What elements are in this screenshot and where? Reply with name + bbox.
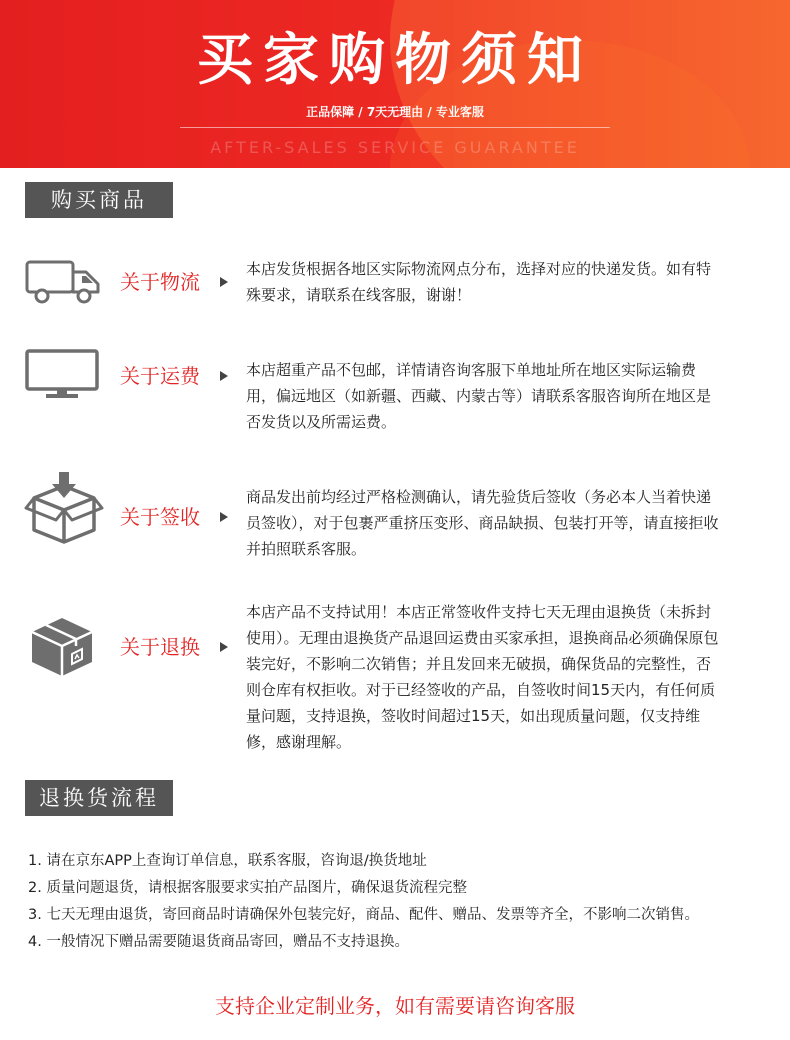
- arrow-right-icon: [220, 371, 228, 381]
- arrow-right-icon: [220, 512, 228, 522]
- section-title-buy: 购买商品: [25, 182, 173, 218]
- item-description: 本店发货根据各地区实际物流网点分布，选择对应的快递发货。如有特殊要求，请联系在线客服，谢谢！: [246, 260, 712, 304]
- banner-subtitle: 正品保障 / 7天无理由 / 专业客服: [306, 105, 484, 119]
- item-label: 关于物流: [120, 270, 200, 294]
- box-download-icon: [24, 472, 104, 544]
- item-label: 关于运费: [120, 364, 200, 388]
- return-steps-list: [28, 848, 768, 956]
- footer-note: 支持企业定制业务，如有需要请咨询客服: [215, 994, 575, 1018]
- banner-watermark: AFTER-SALES SERVICE GUARANTEE: [210, 138, 580, 157]
- list-item: 2. 质量问题退货，请根据客服要求实拍产品图片，确保退货流程完整: [28, 880, 467, 896]
- list-item: 3. 七天无理由退货，寄回商品时请确保外包装完好，商品、配件、赠品、发票等齐全，不影响二次销售。: [28, 907, 699, 923]
- item-description: 商品发出前均经过严格检测确认，请先验货后签收（务必本人当着快递员签收），对于包裹严重挤压变形、商品缺损、包装打开等，请直接拒收并拍照联系客服。: [246, 488, 719, 558]
- section-title-return: 退换货流程: [25, 780, 173, 816]
- item-label: 关于签收: [120, 505, 200, 529]
- header-banner: [0, 0, 790, 168]
- item-description: 本店超重产品不包邮，详情请咨询客服下单地址所在地区实际运输费用，偏远地区（如新疆、西藏、内蒙古等）请联系客服咨询所在地区是否发货以及所需运费。: [246, 361, 712, 431]
- list-item: 4. 一般情况下赠品需要随退货商品寄回，赠品不支持退换。: [28, 934, 409, 950]
- truck-icon: [24, 258, 102, 306]
- package-icon: [24, 610, 100, 680]
- arrow-right-icon: [220, 277, 228, 287]
- divider: [180, 127, 610, 128]
- item-description: 本店产品不支持试用！本店正常签收件支持七天无理由退换货（未拆封使用）。无理由退换货产品退回运费由买家承担，退换商品必须确保原包装完好，不影响二次销售；并且发回来无破损，确保货品的完整性，否则仓库有权拒收。对于已经签收的产品，自签收时间15天内，有任何质量问题，支持退换，签收时间超过15天，如出现质量问题，仅支持维修，感谢理解。: [246, 603, 719, 751]
- page-title: 买家购物须知: [197, 28, 593, 93]
- monitor-icon: [24, 348, 100, 400]
- arrow-right-icon: [220, 642, 228, 652]
- list-item: 1. 请在京东APP上查询订单信息，联系客服，咨询退/换货地址: [28, 853, 427, 869]
- item-label: 关于退换: [120, 635, 200, 659]
